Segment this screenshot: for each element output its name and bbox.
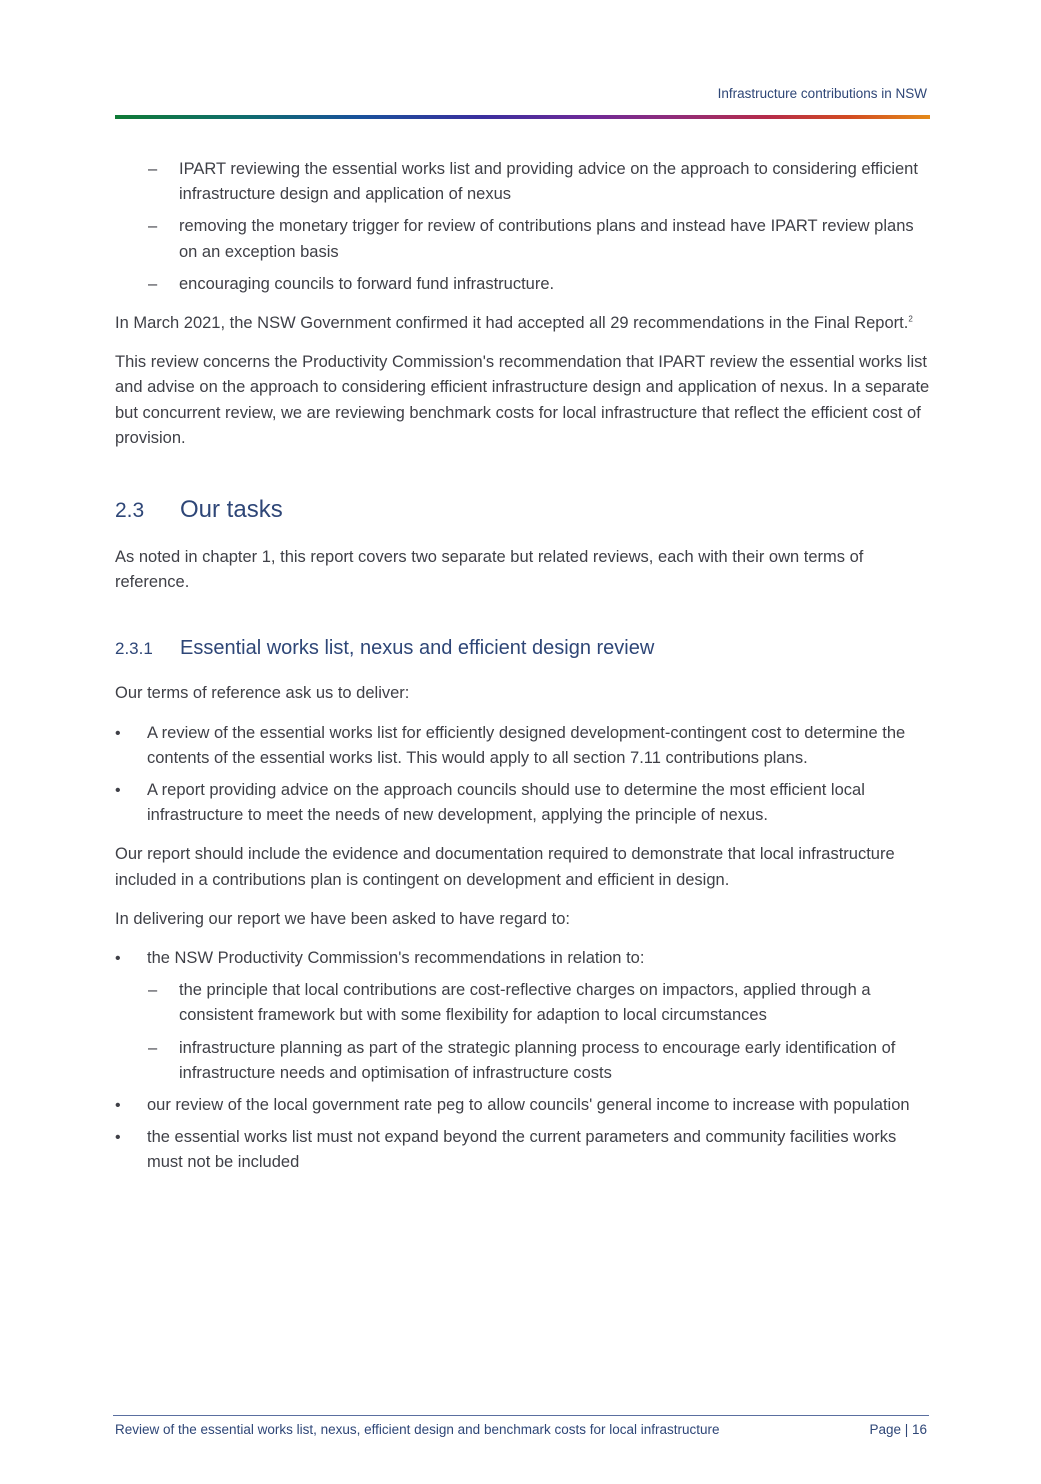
paragraph-terms-intro: Our terms of reference ask us to deliver: xyxy=(115,684,410,703)
running-footer: Review of the essential works list, nexus, efficient design and benchmark costs for local infrastructure xyxy=(115,1422,720,1437)
paragraph-our-tasks: As noted in chapter 1, this report covers two separate but related reviews, each with their own terms of reference. xyxy=(115,548,864,592)
list-item: • A report providing advice on the approach councils should use to determine the most efficient local infrastructure to meet the needs of new development, applying the principle of nexus. xyxy=(115,778,930,828)
regard-list xyxy=(115,946,930,1176)
page-body xyxy=(115,157,930,1190)
section-number: 2.3 xyxy=(115,499,145,523)
intro-dash-list xyxy=(115,157,930,297)
list-item: – removing the monetary trigger for review of contributions plans and instead have IPART review plans on an exception basis xyxy=(115,214,930,264)
list-item: – the principle that local contributions are cost-reflective charges on impactors, applied through a consistent framework but with some flexibility for adaption to local circumstances xyxy=(115,978,930,1028)
footer-rule xyxy=(113,1415,929,1416)
section-heading-2-3 xyxy=(115,495,930,526)
list-item: • our review of the local government rate peg to allow councils' general income to increase with population xyxy=(115,1093,930,1118)
paragraph-march-2021: In March 2021, the NSW Government confirmed it had accepted all 29 recommendations in the Final Report.$^2$ xyxy=(115,314,913,333)
list-item: – IPART reviewing the essential works list and providing advice on the approach to considering efficient infrastructure design and application of nexus xyxy=(115,157,930,207)
subsection-heading-2-3-1 xyxy=(115,635,930,662)
section-title: Our tasks xyxy=(180,496,283,524)
footnote-ref[interactable]: 2 xyxy=(908,314,913,324)
list-item: – encouraging councils to forward fund infrastructure. xyxy=(115,272,930,297)
list-item: • the essential works list must not expand beyond the current parameters and community facilities works must not be included xyxy=(115,1125,930,1175)
paragraph-regard: In delivering our report we have been asked to have regard to: xyxy=(115,909,570,928)
paragraph-review-scope: This review concerns the Productivity Commission's recommendation that IPART review the essential works list and advise on the approach to considering efficient infrastructure design and application of nexus. In a separate but concurrent review, we are reviewing benchmark costs for local infrastructure that reflect the efficient cost of provision. xyxy=(115,353,930,447)
deliverables-list xyxy=(115,721,930,829)
subsection-number: 2.3.1 xyxy=(115,639,153,659)
running-header: Infrastructure contributions in NSW xyxy=(717,86,927,101)
paragraph-evidence: Our report should include the evidence and documentation required to demonstrate that local infrastructure included in a contributions plan is contingent on development and efficient in design. xyxy=(115,845,895,889)
list-item: – infrastructure planning as part of the strategic planning process to encourage early identification of infrastructure needs and optimisation of infrastructure costs xyxy=(115,1036,930,1086)
regard-sub-list xyxy=(147,978,930,1086)
page-number: Page | 16 xyxy=(869,1422,927,1437)
list-item: • the NSW Productivity Commission's recommendations in relation to: – the principle that local contributions are cost-reflective charges on impactors, applied through a consistent framework but with some flexibility for adaption to local circumstances – infrastructure planning as part of the strategic planning process to encourage early identification of infrastructure needs and optimisation of infrastructure costs xyxy=(115,946,930,1086)
header-rule xyxy=(115,115,930,119)
list-item: • A review of the essential works list for efficiently designed development-contingent cost to determine the contents of the essential works list. This would apply to all section 7.11 contributions plans. xyxy=(115,721,930,771)
subsection-title: Essential works list, nexus and efficient design review xyxy=(180,637,655,660)
